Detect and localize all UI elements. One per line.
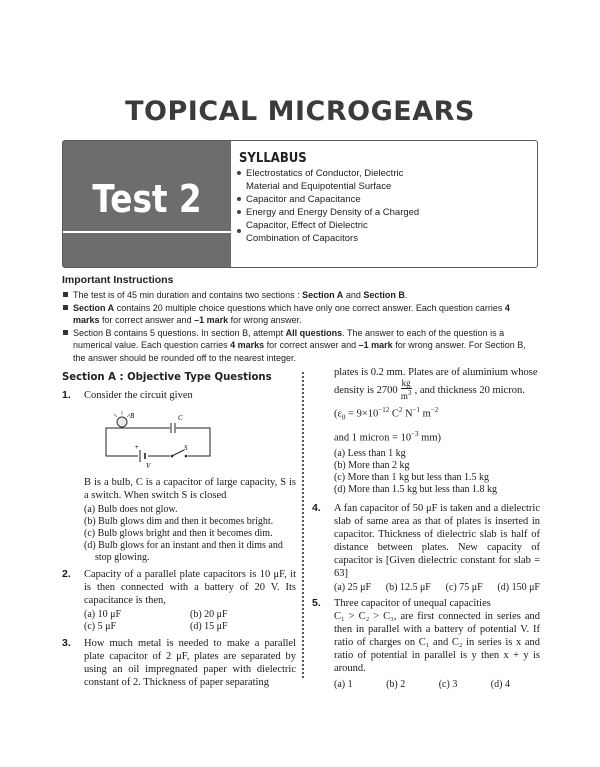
- option[interactable]: (c) Bulb glows bright and then it becomes dim.: [84, 528, 273, 539]
- question-1: [62, 389, 296, 564]
- option[interactable]: (b) 2: [386, 679, 406, 691]
- option[interactable]: (a) 25 μF: [334, 582, 372, 594]
- option[interactable]: (a) Bulb does not glow.: [84, 504, 178, 515]
- permittivity-line: ($\varepsilon_0 = 9\times 10^{-12}$ $C^2$ $N^{-1}$ $m^{-2}$: [334, 406, 439, 422]
- square-bullet-icon: [63, 330, 68, 335]
- question-text-cont: plates is 0.2 mm. Plates are of aluminium whose: [334, 367, 538, 378]
- question-text: Consider the circuit given: [84, 390, 193, 401]
- question-2: [62, 568, 296, 633]
- bullet-icon: [237, 210, 241, 214]
- question-number: 5.: [312, 597, 321, 610]
- square-bullet-icon: [63, 305, 68, 310]
- question-3-cont: [312, 366, 540, 496]
- option[interactable]: (d) 15 μF: [190, 621, 228, 632]
- syllabus-item: Material and Equipotential Surface: [246, 181, 392, 192]
- option[interactable]: (d) Bulb glows for an instant and then it dims and stop glowing.: [84, 540, 283, 563]
- circuit-wire-loop: [106, 428, 210, 456]
- syllabus-item: Capacitor and Capacitance: [235, 193, 531, 206]
- question-text: Capacity of a parallel plate capacitors is 10 μF, it is then connected with a battery of 20 V. Its capacitance is then,: [84, 569, 296, 606]
- syllabus-item: Energy and Energy Density of a Charged: [235, 206, 531, 219]
- bullet-icon: [237, 229, 241, 233]
- options-list: [84, 609, 296, 633]
- capacitor-icon: [170, 423, 176, 433]
- density-fraction: kg $m^3$: [400, 378, 412, 401]
- option[interactable]: (b) More than 2 kg: [334, 460, 410, 472]
- bullet-icon: [237, 171, 241, 175]
- svg-text:+: +: [135, 445, 139, 451]
- options-list: [334, 679, 540, 691]
- question-text-cont: C₁ > C₂ > C₃, are first connected in series and then in parallel with a battery of potential V. If ratio of charges on C₁ and C₂ in series is x and ratio of potential in parallel is y then x + y is around.: [334, 611, 540, 675]
- page-title: TOPICAL MICROGEARS: [125, 96, 475, 127]
- question-number: 3.: [62, 637, 71, 649]
- question-5: [312, 597, 540, 691]
- question-text-cont: B is a bulb, C is a capacitor of large capacity, S is a switch. When switch S is closed: [84, 477, 296, 501]
- question-text: A fan capacitor of 50 μF is taken and a dielectric slab of same area as that of plates is inserted in capacitor. Thickness of dielectric slab is half of distance between plates. New capacity of capacitor is [Given dielectric constant for slab = 63]: [334, 503, 540, 580]
- syllabus-list: [235, 167, 531, 245]
- switch-label: S: [184, 444, 188, 452]
- option[interactable]: (a) 1: [334, 679, 353, 691]
- column-divider: [302, 372, 304, 678]
- options-list: [334, 448, 540, 496]
- micron-line: and 1 micron = $10^{-3}$ mm): [334, 429, 441, 444]
- test-banner: [62, 140, 538, 268]
- instructions-list: [62, 289, 538, 364]
- right-column: [312, 367, 540, 691]
- instructions-heading: Important Instructions: [62, 274, 174, 286]
- option[interactable]: (a) 10 μF: [84, 609, 122, 620]
- question-4: [312, 502, 540, 594]
- option[interactable]: (d) More than 1.5 kg but less than 1.8 kg: [334, 484, 498, 496]
- option[interactable]: (b) 20 μF: [190, 609, 228, 620]
- question-number: 1.: [62, 389, 71, 401]
- question-text: How much metal is needed to make a parallel plate capacitor of 2 μF, plates are separated by using an oil impregnated paper with dielectric constant of 2. Thickness of paper separating: [84, 638, 296, 688]
- option[interactable]: (a) Less than 1 kg: [334, 448, 406, 460]
- density-line: density is 2700 kg $m^3$ , and thickness 20 micron.: [334, 378, 525, 401]
- syllabus-item: Electrostatics of Conductor, Dielectric: [235, 167, 531, 180]
- syllabus-item: Capacitor, Effect of Dielectric: [246, 220, 368, 231]
- question-text: Three capacitor of unequal capacities: [334, 598, 491, 610]
- syllabus-item: Combination of Capacitors: [235, 232, 531, 245]
- test-label-panel: [63, 141, 231, 267]
- question-number: 4.: [312, 502, 321, 515]
- left-column: [62, 370, 296, 689]
- bulb-label: B: [130, 412, 135, 420]
- circuit-diagram: [98, 408, 218, 470]
- instruction-item: Section B contains 5 questions. In section B, attempt All questions. The answer to each of the question is a numerical value. Each question carries 4 marks for correct answer and –1 mark for wrong answer. For Section B, the answer should be rounded off to the nearest integer.: [62, 327, 538, 365]
- battery-icon: [138, 450, 148, 462]
- option[interactable]: (b) 12.5 μF: [385, 582, 431, 594]
- option[interactable]: (c) More than 1 kg but less than 1.5 kg: [334, 472, 489, 484]
- option[interactable]: (c) 3: [438, 679, 458, 691]
- bullet-icon: [237, 197, 241, 201]
- options-list: [84, 504, 296, 564]
- square-bullet-icon: [63, 292, 68, 297]
- options-list: [334, 582, 540, 594]
- battery-label: V: [146, 462, 151, 470]
- capacitor-label: C: [178, 414, 183, 422]
- question-number: 2.: [62, 568, 71, 580]
- bulb-icon: [114, 411, 130, 428]
- instruction-item: The test is of 45 min duration and contains two sections : Section A and Section B.: [62, 289, 538, 302]
- question-3: [62, 637, 296, 689]
- section-a-heading: Section A : Objective Type Questions: [62, 370, 272, 383]
- option[interactable]: (c) 5 μF: [84, 621, 117, 632]
- option[interactable]: (b) Bulb glows dim and then it becomes bright.: [84, 516, 274, 527]
- syllabus-heading: SYLLABUS: [239, 151, 307, 166]
- instruction-item: Section A contains 20 multiple choice questions which have only one correct answer. Each question carries 4 marks for correct answer and –1 mark for wrong answer.: [62, 302, 538, 327]
- test-underline: [63, 231, 231, 233]
- option[interactable]: (d) 4: [490, 679, 510, 691]
- option[interactable]: (c) 75 μF: [445, 582, 483, 594]
- option[interactable]: (d) 150 μF: [497, 582, 540, 594]
- test-label: Test 2: [92, 177, 202, 221]
